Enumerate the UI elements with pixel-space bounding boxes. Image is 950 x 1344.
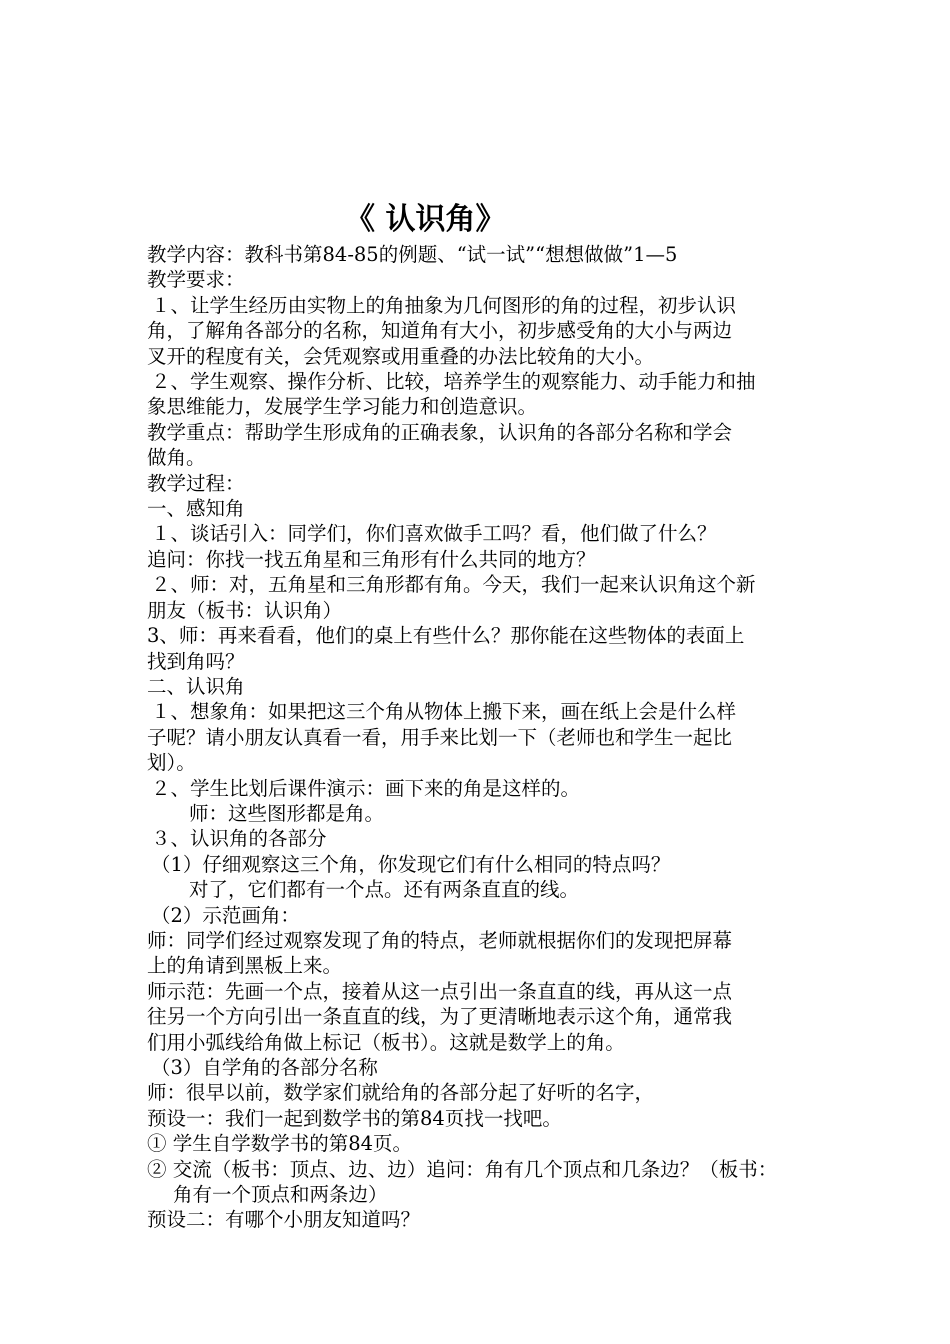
text-line: 二、认识角 [147,674,245,698]
text-line: 教学内容：教科书第84-85的例题、“试一试”“想想做做”1—5 [147,243,678,266]
text-line: 教学要求： [147,268,245,292]
text-line: 师示范：先画一个点，接着从这一点引出一条直直的线，再从这一点 [147,979,733,1003]
text-line: 师：很早以前，数学家们就给角的各部分起了好听的名字， [147,1081,655,1105]
text-line: （2）示范画角： [151,903,300,927]
text-line: 预设一：我们一起到数学书的第84页找一找吧。 [147,1106,562,1130]
text-line: 象思维能力，发展学生学习能力和创造意识。 [147,395,538,419]
text-line: 一、感知角 [147,497,245,521]
text-line: 教学重点：帮助学生形成角的正确表象，认识角的各部分名称和学会 [147,420,733,444]
text-line: 找到角吗？ [147,649,245,673]
text-line: 朋友（板书：认识角） [147,598,343,622]
text-line: 3、师：再来看看，他们的桌上有些什么？那你能在这些物体的表面上 [147,624,745,648]
text-line: 们用小弧线给角做上标记（板书）。这就是数学上的角。 [147,1030,625,1054]
document-page [147,200,812,1233]
text-line: ② 交流（板书：顶点、边、边）追问：角有几个顶点和几条边？（板书： [147,1157,778,1181]
text-line: ２、学生比划后课件演示：画下来的角是这样的。 [151,776,581,800]
text-line: 上的角请到黑板上来。 [147,954,343,978]
text-line: 角，了解角各部分的名称，知道角有大小，初步感受角的大小与两边 [147,319,733,343]
text-line: 叉开的程度有关，会凭观察或用重叠的办法比较角的大小。 [147,344,655,368]
text-line: １、让学生经历由实物上的角抽象为几何图形的角的过程，初步认识 [151,293,737,317]
text-line: 预设二：有哪个小朋友知道吗？ [147,1208,421,1232]
text-line: ２、师：对，五角星和三角形都有角。今天，我们一起来认识角这个新 [151,573,756,597]
text-line: ① 学生自学数学书的第84页。 [147,1132,413,1156]
text-line: （3）自学角的各部分名称 [151,1056,378,1079]
text-line: 划）。 [147,751,196,775]
text-line: （1）仔细观察这三个角，你发现它们有什么相同的特点吗？ [151,852,671,876]
text-line: 子呢？请小朋友认真看一看，用手来比划一下（老师也和学生一起比 [147,725,733,749]
text-line: 师：这些图形都是角。 [189,801,385,825]
text-line: 对了，它们都有一个点。还有两条直直的线。 [189,878,580,902]
text-line: 做角。 [147,446,206,470]
text-line: 教学过程： [147,471,245,495]
text-line: １、谈话引入：同学们，你们喜欢做手工吗？看，他们做了什么？ [151,522,717,546]
text-line: 往另一个方向引出一条直直的线，为了更清晰地表示这个角，通常我 [147,1005,733,1029]
text-line: 师：同学们经过观察发现了角的特点，老师就根据你们的发现把屏幕 [147,928,733,952]
document-title: 《 认识角》 [345,202,506,237]
text-line: ２、学生观察、操作分析、比较，培养学生的观察能力、动手能力和抽 [151,370,756,394]
text-line: 角有一个顶点和两条边） [173,1183,388,1207]
text-line: 追问：你找一找五角星和三角形有什么共同的地方？ [147,547,596,571]
text-line: １、想象角：如果把这三个角从物体上搬下来，画在纸上会是什么样 [151,700,737,724]
text-line: ３、认识角的各部分 [151,827,327,851]
